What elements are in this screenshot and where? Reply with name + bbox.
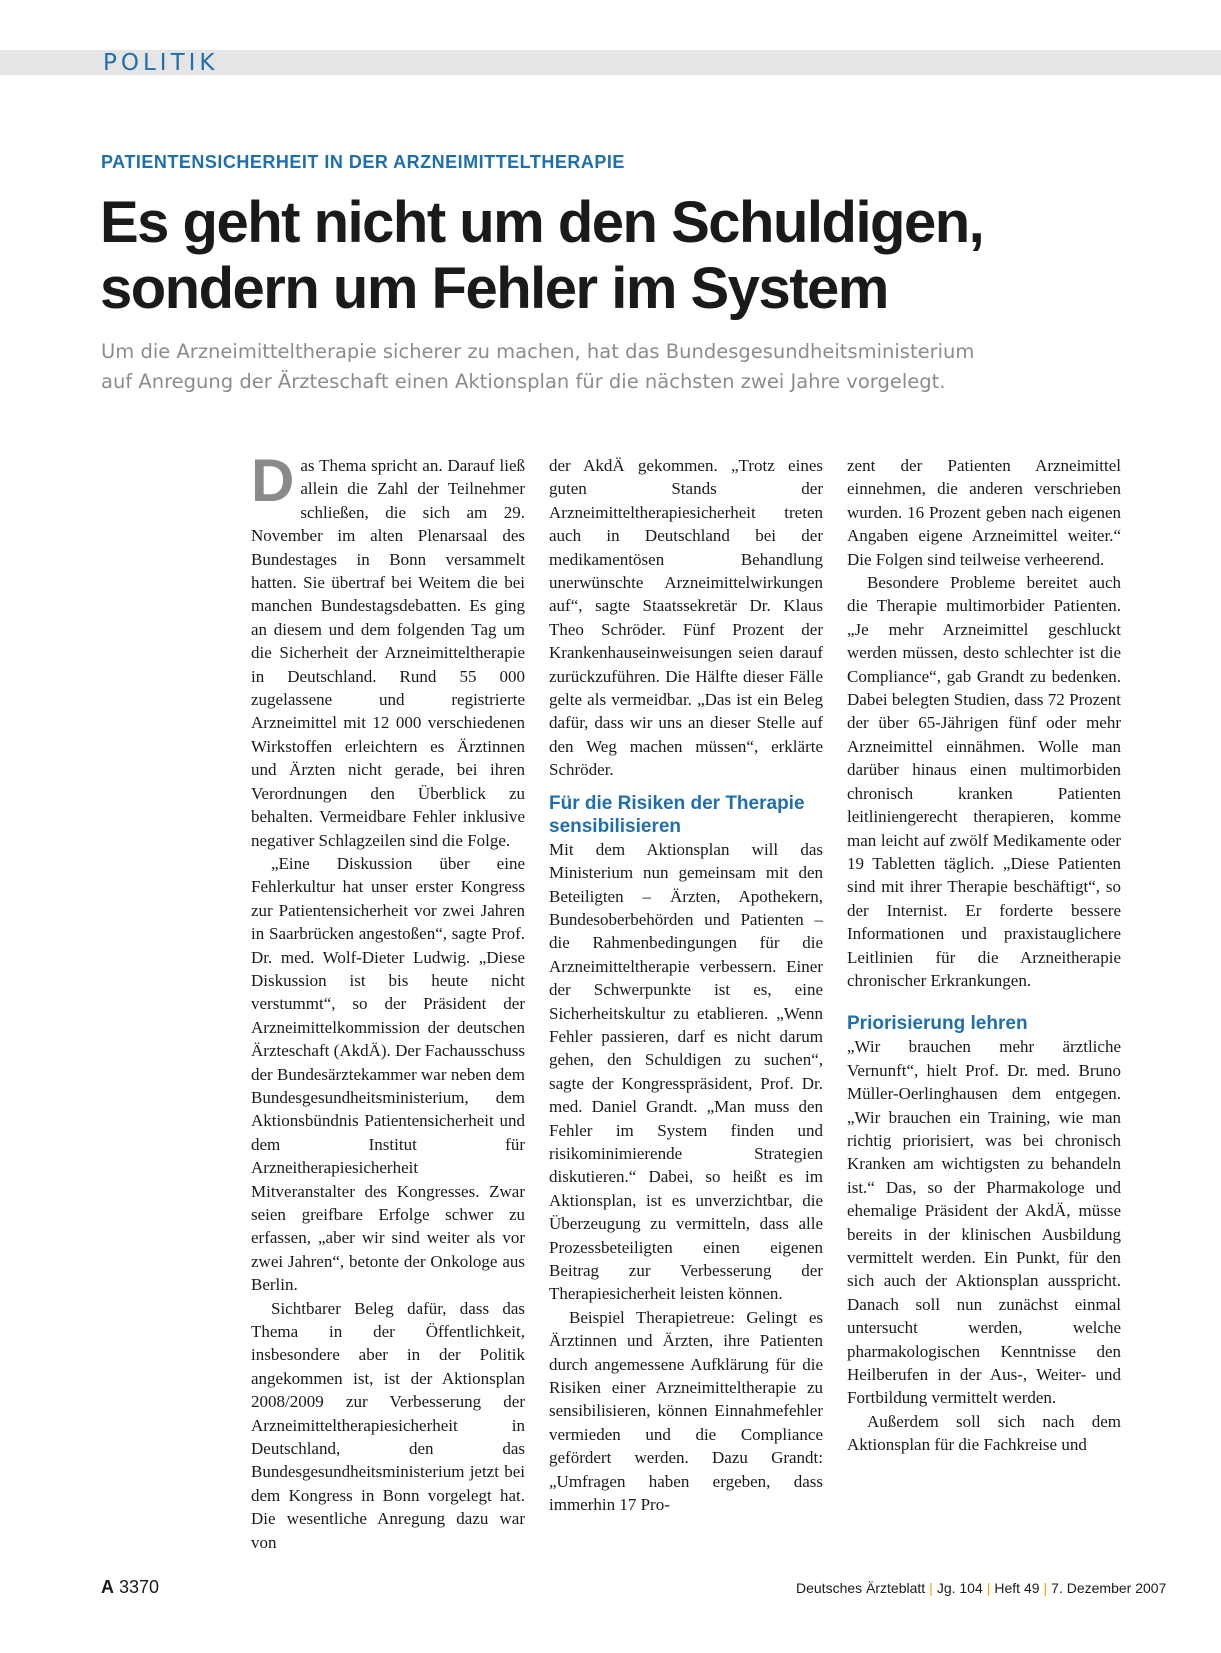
journal-date: 7. Dezember 2007 [1051, 1580, 1167, 1596]
page-prefix: A [101, 1577, 114, 1597]
paragraph-1 [251, 447, 525, 852]
text-column-3 [847, 454, 1121, 1457]
page-number [101, 1577, 159, 1598]
journal-issue: Heft 49 [994, 1580, 1040, 1596]
lead-line-1: Um die Arzneimitteltherapie sicherer zu machen, hat das Bundesgesundheitsministerium [101, 340, 975, 363]
headline-line-1: Es geht nicht um den Schuldigen, [100, 190, 984, 255]
section-label: POLITIK [103, 50, 219, 76]
headline-line-2: sondern um Fehler im System [100, 256, 888, 321]
lead-line-2: auf Anregung der Ärzteschaft einen Aktionsplan für die nächsten zwei Jahre vorgelegt. [101, 370, 946, 393]
page-number-value: 3370 [119, 1577, 160, 1597]
paragraph-8: Außerdem soll sich nach dem Aktionsplan für die Fachkreise und [847, 1411, 1121, 1455]
text-column-2 [549, 454, 823, 1516]
paragraph-2: „Eine Diskussion über eine Fehlerkultur hat unser erster Kongress zur Patientensicherheit vor zwei Jahren in Saarbrücken angestoßen“, sagte Prof. Dr. med. Wolf-Dieter Ludwig. „Diese Diskussion ist bis heute nicht verstummt“, so der Präsident der Arzneimittelkommission der deutschen Ärzteschaft (AkdÄ). Der Fachausschuss der Bundesärztekammer war neben dem Bundesgesundheitsministerium, dem Aktionsbündnis Patientensicherheit und dem Institut für Arzneitherapiesicherheit Mitveranstalter des Kongresses. Zwar seien greifbare Erfolge schwer zu erfassen, „aber wir sind weiter als vor zwei Jahren“, betonte der Onkologe aus Berlin. [251, 853, 525, 1295]
paragraph-1-text: as Thema spricht an. Darauf ließ allein die Zahl der Teilnehmer schließen, die sich am 29. November im alten Plenarsaal des Bundestages in Bonn versammelt hatten. Sie übertraf bei Weitem die bei manchen Bundestagsdebatten. Es ging an diesem und dem folgenden Tag um die Sicherheit der Arzneimitteltherapie in Deutschland. Rund 55 000 zugelassene und registrierte Arzneimittel mit 12 000 verschiedenen Wirkstoffen erleichtern es Ärztinnen und Ärzten nicht gerade, bei ihren Verordnungen den Überblick zu behalten. Vermeidbare Fehler inklusive negativer Schlagzeilen sind die Folge. [251, 456, 525, 850]
article-lead [101, 337, 1141, 397]
paragraph-5-part-2: zent der Patienten Arzneimittel einnehmen, die anderen verschrieben wurden. 16 Prozent geben nach eigenen Angaben eigene Arzneimittel weiter.“ Die Folgen sind teilweise verheerend. [847, 456, 1121, 569]
text-column-1 [251, 447, 525, 1554]
paragraph-5-part-1: Beispiel Therapietreue: Gelingt es Ärztinnen und Ärzten, ihre Patienten durch angemessene Aufklärung für die Risiken einer Arzneimitteltherapie zu sensibilisieren, können Einnahmefehler vermieden und die Compliance gefördert werden. Dazu Grandt: „Umfragen haben ergeben, dass immerhin 17 Pro- [549, 1307, 823, 1515]
paragraph-3-part-2: der AkdÄ gekommen. „Trotz eines guten Stands der Arzneimitteltherapiesicherheit treten auch in Deutschland bei der medikamentösen Behandlung unerwünschte Arzneimittelwirkungen auf“, sagte Staatssekretär Dr. Klaus Theo Schröder. Fünf Prozent der Krankenhauseinweisungen seien darauf zurückzuführen. Die Hälfte dieser Fälle gelte als vermeidbar. „Das ist ein Beleg dafür, dass wir uns an dieser Stelle auf den Weg machen müssen“, erklärte Schröder. [549, 456, 823, 780]
subheading-risks: Für die Risiken der Therapie sensibilisieren [549, 792, 805, 837]
journal-name: Deutsches Ärzteblatt [796, 1580, 926, 1596]
footer-separator: | [929, 1580, 933, 1596]
paragraph-3-part-1: Sichtbarer Beleg dafür, dass das Thema in der Öffentlichkeit, insbesondere aber in der Politik angekommen ist, ist der Aktionsplan 2008/2009 zur Verbesserung der Arzneimitteltherapiesicherheit in Deutschland, den das Bundesgesundheitsministerium jetzt bei dem Kongress in Bonn vorgelegt hat. Die wesentliche Anregung dazu war von [251, 1298, 525, 1552]
journal-footer [796, 1580, 1166, 1596]
journal-volume: Jg. 104 [936, 1580, 983, 1596]
drop-cap: D [251, 447, 295, 514]
subheading-priorisation: Priorisierung lehren [847, 1013, 1028, 1035]
footer-separator: | [986, 1580, 991, 1596]
article-headline [100, 190, 1150, 322]
paragraph-7: „Wir brauchen mehr ärztliche Vernunft“, hielt Prof. Dr. med. Bruno Müller-Oerlinghausen dem entgegen. „Wir brauchen ein Training, wie man richtig priorisiert, was bei chronisch Kranken am wichtigsten zu behandeln ist.“ Das, so der Pharmakologe und ehemalige Präsident der AkdÄ, müsse bereits in der klinischen Ausbildung vermittelt werden. Ein Punkt, für den sich auch der Aktionsplan ausspricht. Danach soll nun zunächst einmal untersucht werden, welche pharmakologischen Kenntnisse den Heilberufen in der Aus-, Weiter- und Fortbildung vermittelt werden. [847, 1037, 1121, 1408]
article-kicker: PATIENTENSICHERHEIT IN DER ARZNEIMITTELTHERAPIE [101, 152, 625, 172]
footer-separator: | [1043, 1580, 1048, 1596]
paragraph-4: Mit dem Aktionsplan will das Ministerium nun gemeinsam mit den Beteiligten – Ärzten, Apothekern, Bundesoberbehörden und Patienten – die Rahmenbedingungen für die Arzneimitteltherapie verbessern. Einer der Schwerpunkte ist es, eine Sicherheitskultur zu etablieren. „Wenn Fehler passieren, darf es nicht darum gehen, den Schuldigen zu suchen“, sagte der Kongresspräsident, Prof. Dr. med. Daniel Grandt. „Man muss den Fehler im System finden und risikominimierende Strategien diskutieren.“ Dabei, so heißt es im Aktionsplan, ist es unverzichtbar, die Überzeugung zu vermitteln, dass alle Prozessbeteiligten einen eigenen Beitrag zur Verbesserung der Therapiesicherheit leisten können. [549, 839, 823, 1304]
paragraph-6: Besondere Probleme bereitet auch die Therapie multimorbider Patienten. „Je mehr Arzneimittel geschluckt werden müssen, desto schlechter ist die Compliance“, gab Grandt zu bedenken. Dabei belegten Studien, dass 72 Prozent der über 65-Jährigen fünf oder mehr Arzneimittel einnähmen. Wolle man darüber hinaus einen multimorbiden chronisch kranken Patienten leitliniengerecht therapieren, komme man leicht auf zwölf Medikamente oder 19 Tabletten täglich. „Diese Patienten sind mit ihrer Therapie beschäftigt“, so der Internist. Er forderte bessere Informationen und praxistauglichere Leitlinien für die Arzneitherapie chronischer Erkrankungen. [847, 573, 1121, 990]
